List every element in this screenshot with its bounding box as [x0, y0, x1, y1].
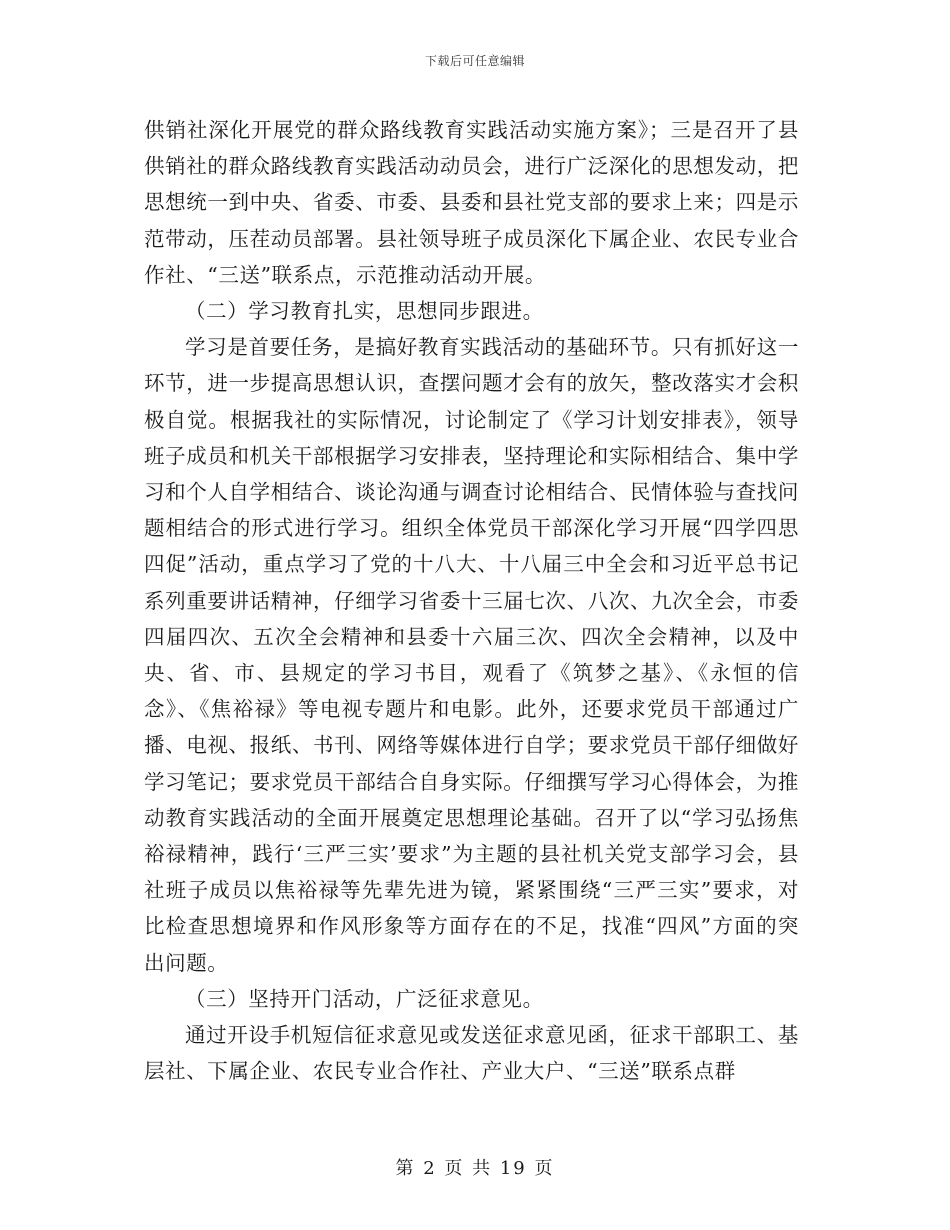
paragraph-study: 学习是首要任务，是搞好教育实践活动的基础环节。只有抓好这一环节，进一步提高思想认识，查摆问题才会有的放矢，整改落实才会积极自觉。根据我社的实际情况，讨论制定了《学习计划安排表》，领导班子成员和机关干部根据学习安排表，坚持理论和实际相结合、集中学习和个人自学相结合、谈论沟通与调查讨论相结合、民情体验与查找问题相结合的形式进行学习。组织全体党员干部深化学习开展“四学四思四促”活动，重点学习了党的十八大、十八届三中全会和习近平总书记系列重要讲话精神，仔细学习省委十三届七次、八次、九次全会，市委四届四次、五次全会精神和县委十六届三次、四次全会精神，以及中央、省、市、县规定的学习书目，观看了《筑梦之基》、《永恒的信念》、《焦裕禄》等电视专题片和电影。此外，还要求党员干部通过广播、电视、报纸、书刊、网络等媒体进行自学；要求党员干部仔细做好学习笔记；要求党员干部结合自身实际。仔细撰写学习心得体会，为推动教育实践活动的全面开展奠定思想理论基础。召开了以“学习弘扬焦裕禄精神，践行‘三严三实’要求”为主题的县社机关党支部学习会，县社班子成员以焦裕禄等先辈先进为镜，紧紧围绕“三严三实”要求，对比检查思想境界和作风形象等方面存在的不足，找准“四风”方面的突出问题。 — [144, 335, 799, 975]
page-number-footer: 第 2 页 共 19 页 — [395, 1158, 555, 1179]
paragraph-continuation: 供销社深化开展党的群众路线教育实践活动实施方案》；三是召开了县供销社的群众路线教育实践活动动员会，进行广泛深化的思想发动，把思想统一到中央、省委、市委、县委和县社党支部的要求上来；四是示范带动，压茬动员部署。县社领导班子成员深化下属企业、农民专业合作社、“三送”联系点，示范推动活动开展。 — [144, 118, 799, 287]
section-heading-2: （二）学习教育扎实，思想同步跟进。 — [185, 299, 544, 324]
section-heading-3: （三）坚持开门活动，广泛征求意见。 — [185, 986, 544, 1011]
paragraph-opinions: 通过开设手机短信征求意见或发送征求意见函，征求干部职工、基层社、下属企业、农民专业合作社、产业大户、“三送”联系点群 — [144, 1023, 799, 1084]
body-text — [144, 112, 799, 1089]
header-note: 下载后可任意编辑 — [424, 54, 525, 68]
